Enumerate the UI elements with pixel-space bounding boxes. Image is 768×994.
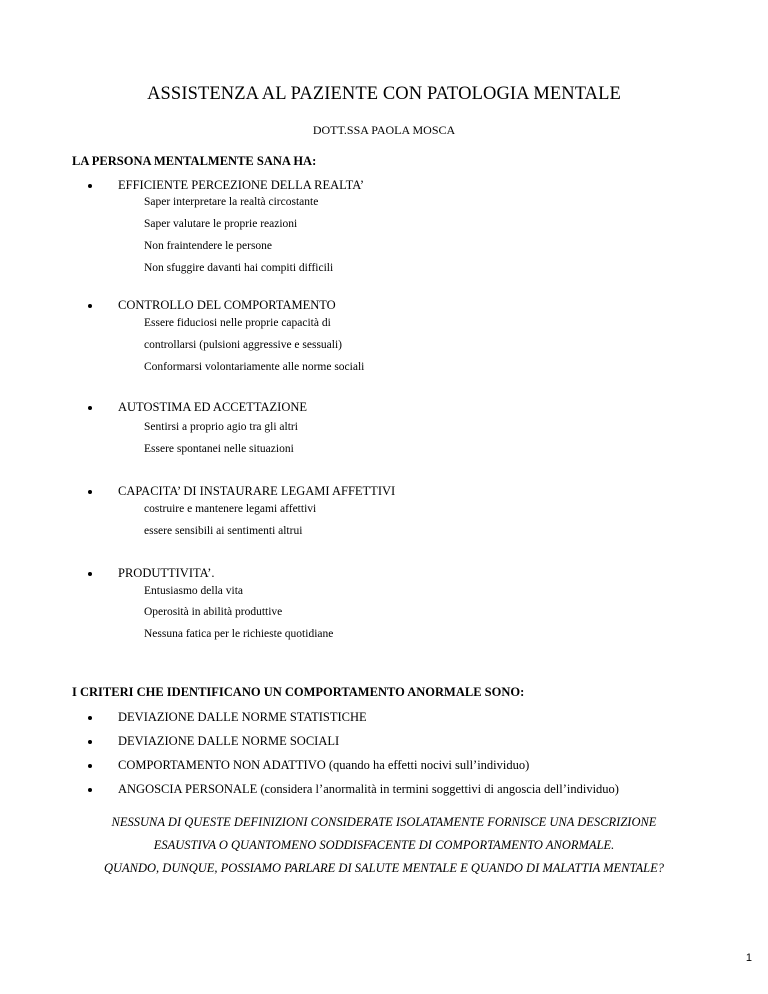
list-item-label: DEVIAZIONE DALLE NORME STATISTICHE [118, 710, 367, 724]
list-item-detail: Essere spontanei nelle situazioni [144, 443, 294, 455]
list-item-detail: Nessuna fatica per le richieste quotidiane [144, 628, 334, 640]
closing-line: ESAUSTIVA O QUANTOMENO SODDISFACENTE DI COMPORTAMENTO ANORMALE. [153, 838, 615, 852]
bullet-icon [88, 490, 92, 494]
list-item [88, 710, 748, 726]
list-item [88, 566, 688, 582]
section-heading-healthy-person: LA PERSONA MENTALMENTE SANA HA: [72, 154, 317, 168]
list-item-detail: Operosità in abilità produttive [144, 606, 283, 618]
list-item-label: EFFICIENTE PERCEZIONE DELLA REALTA’ [118, 178, 365, 192]
list-item-detail: controllarsi (pulsioni aggressive e sessuali) [144, 339, 343, 351]
bullet-icon [88, 740, 92, 744]
list-item-detail: costruire e mantenere legami affettivi [144, 503, 317, 515]
bullet-icon [88, 184, 92, 188]
list-item-label: ANGOSCIA PERSONALE (considera l’anormalità in termini soggettivi di angoscia dell’individuo) [118, 782, 619, 796]
list-item [88, 484, 688, 500]
list-item-detail: essere sensibili ai sentimenti altrui [144, 525, 303, 537]
list-item-detail: Saper valutare le proprie reazioni [144, 218, 298, 230]
list-item [88, 758, 748, 774]
list-item-label: AUTOSTIMA ED ACCETTAZIONE [118, 400, 308, 414]
list-item [88, 178, 688, 194]
list-item-label: DEVIAZIONE DALLE NORME SOCIALI [118, 734, 340, 748]
closing-question: QUANDO, DUNQUE, POSSIAMO PARLARE DI SALUTE MENTALE E QUANDO DI MALATTIA MENTALE? [103, 861, 665, 875]
bullet-icon [88, 572, 92, 576]
bullet-icon [88, 764, 92, 768]
list-item-detail: Non sfuggire davanti hai compiti difficili [144, 262, 334, 274]
list-item [88, 782, 758, 798]
list-item-label: COMPORTAMENTO NON ADATTIVO (quando ha effetti nocivi sull’individuo) [118, 758, 530, 772]
list-item [88, 734, 748, 750]
document-title: ASSISTENZA AL PAZIENTE CON PATOLOGIA MENTALE [147, 84, 621, 104]
list-item [88, 400, 688, 416]
closing-line: NESSUNA DI QUESTE DEFINIZIONI CONSIDERATE ISOLATAMENTE FORNISCE UNA DESCRIZIONE [111, 815, 657, 829]
list-item-label: PRODUTTIVITA’. [118, 566, 215, 580]
page-number: 1 [745, 952, 752, 964]
bullet-icon [88, 304, 92, 308]
list-item-detail: Saper interpretare la realtà circostante [144, 196, 319, 208]
bullet-icon [88, 788, 92, 792]
list-item [88, 298, 688, 314]
list-item-label: CONTROLLO DEL COMPORTAMENTO [118, 298, 336, 312]
list-item-detail: Essere fiduciosi nelle proprie capacità di [144, 317, 331, 329]
list-item-detail: Non fraintendere le persone [144, 240, 273, 252]
section-heading-abnormal-criteria: I CRITERI CHE IDENTIFICANO UN COMPORTAMENTO ANORMALE SONO: [72, 685, 525, 699]
document-author: DOTT.SSA PAOLA MOSCA [312, 123, 456, 137]
bullet-icon [88, 716, 92, 720]
list-item-detail: Conformarsi volontariamente alle norme sociali [144, 361, 365, 373]
list-item-detail: Entusiasmo della vita [144, 585, 244, 597]
list-item-label: CAPACITA’ DI INSTAURARE LEGAMI AFFETTIVI [118, 484, 396, 498]
bullet-icon [88, 406, 92, 410]
list-item-detail: Sentirsi a proprio agio tra gli altri [144, 421, 298, 433]
